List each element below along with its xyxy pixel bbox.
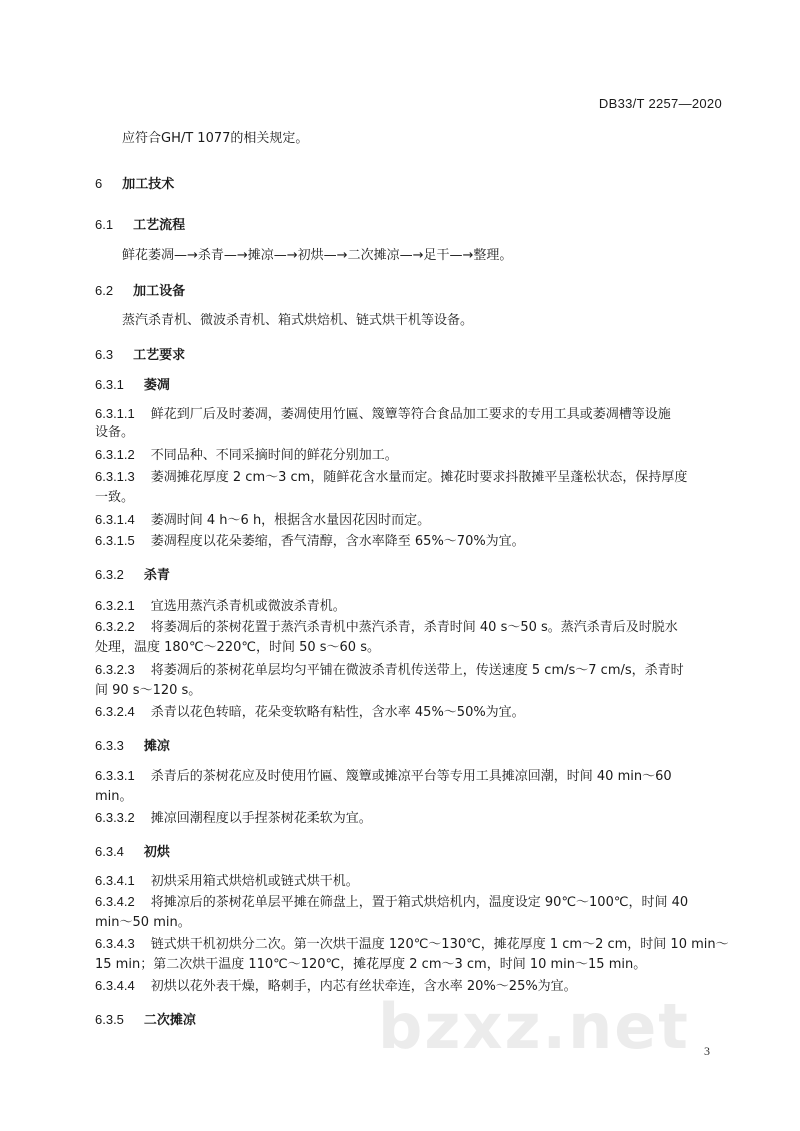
clause-number: 6.3.4.3: [95, 936, 135, 951]
clause-text: 初烘以花外表干燥，略刺手，内芯有丝状牵连，含水率 20%～25%为宜。: [150, 979, 577, 994]
section-6-3-5-heading: [95, 1008, 725, 1032]
section-title: 工艺要求: [133, 348, 186, 363]
clause-text: 鲜花到厂后及时萎凋，萎凋使用竹匾、篾簟等符合食品加工要求的专用工具或萎凋槽等设施: [150, 407, 671, 422]
section-number: 6.1: [95, 217, 114, 232]
section-number: 6.3.2: [95, 567, 124, 582]
section-title: 初烘: [143, 845, 170, 860]
clause-6-3-1-5: [95, 529, 725, 553]
page-number: 3: [704, 1044, 710, 1058]
clause-text: 萎凋时间 4 h～6 h，根据含水量因花因时而定。: [150, 513, 431, 528]
clause-number: 6.3.4.4: [95, 978, 135, 993]
clause-continuation: 一致。: [95, 490, 135, 505]
section-number: 6.3.1: [95, 377, 124, 392]
clause-number: 6.3.2.4: [95, 704, 135, 719]
section-title: 加工设备: [133, 284, 186, 299]
section-title: 萎凋: [143, 378, 170, 393]
clause-number: 6.3.1.5: [95, 533, 135, 548]
clause-number: 6.3.1.3: [95, 469, 135, 484]
section-6-3-3-heading: [95, 734, 725, 758]
section-number: 6: [95, 176, 103, 191]
section-6-3-1-heading: [95, 373, 725, 397]
equipment-text: 蒸汽杀青机、微波杀青机、箱式烘焙机、链式烘干机等设备。: [122, 313, 474, 328]
clause-continuation: 处理，温度 180℃～220℃，时间 50 s～60 s。: [95, 640, 380, 655]
section-6-3-4-heading: [95, 840, 725, 864]
clause-text: 宜选用蒸汽杀青机或微波杀青机。: [150, 599, 346, 614]
clause-continuation: 间 90 s～120 s。: [95, 683, 202, 698]
section-6-3-2-heading: [95, 563, 725, 587]
section-title: 摊凉: [143, 739, 170, 754]
clause-number: 6.3.2.2: [95, 619, 135, 634]
intro-text: 应符合GH/T 1077的相关规定。: [122, 131, 309, 146]
clause-text: 杀青以花色转暗，花朵变软略有粘性，含水率 45%～50%为宜。: [150, 705, 525, 720]
clause-text: 将萎凋后的茶树花置于蒸汽杀青机中蒸汽杀青，杀青时间 40 s～50 s。蒸汽杀青后及时脱水: [150, 620, 678, 635]
section-number: 6.2: [95, 283, 114, 298]
section-6-3-heading: [95, 343, 725, 367]
section-title: 加工技术: [122, 177, 175, 192]
clause-number: 6.3.4.2: [95, 894, 135, 909]
clause-text: 链式烘干机初烘分二次。第一次烘干温度 120℃～130℃，摊花厚度 1 cm～2 cm，时间 10 min～: [150, 937, 729, 952]
clause-number: 6.3.1.1: [95, 406, 135, 421]
clause-number: 6.3.1.4: [95, 512, 135, 527]
standard-code: DB33/T 2257—2020: [598, 96, 722, 111]
clause-number: 6.3.4.1: [95, 873, 135, 888]
clause-6-3-1-2: [95, 443, 725, 467]
clause-text: 将萎凋后的茶树花单层均匀平铺在微波杀青机传送带上，传送速度 5 cm/s～7 cm/s，杀青时: [150, 663, 684, 678]
clause-text: 初烘采用箱式烘焙机或链式烘干机。: [150, 874, 359, 889]
clause-text: 萎凋摊花厚度 2 cm～3 cm，随鲜花含水量而定。摊花时要求抖散摊平呈蓬松状态，保持厚度: [150, 470, 688, 485]
clause-number: 6.3.2.3: [95, 662, 135, 677]
clause-continuation: 设备。: [95, 425, 135, 440]
clause-number: 6.3.2.1: [95, 598, 135, 613]
process-flow-text: 鲜花萎凋—→杀青—→摊凉—→初烘—→二次摊凉—→足干—→整理。: [122, 248, 513, 263]
section-number: 6.3: [95, 347, 114, 362]
clause-number: 6.3.3.1: [95, 768, 135, 783]
clause-6-3-3-2: [95, 806, 725, 830]
clause-continuation: min～50 min。: [95, 915, 191, 930]
clause-text: 摊凉回潮程度以手捏茶树花柔软为宜。: [150, 811, 372, 826]
section-title: 二次摊凉: [143, 1013, 196, 1028]
clause-6-3-2-4: [95, 700, 725, 724]
clause-continuation: 15 min；第二次烘干温度 110℃～120℃，摊花厚度 2 cm～3 cm，时间 10 min～15 min。: [95, 957, 647, 972]
section-number: 6.3.3: [95, 738, 124, 753]
clause-number: 6.3.3.2: [95, 810, 135, 825]
clause-6-3-4-4: [95, 974, 725, 998]
clause-number: 6.3.1.2: [95, 447, 135, 462]
watermark: bzxz.net: [378, 990, 690, 1063]
section-title: 工艺流程: [133, 218, 186, 233]
section-number: 6.3.4: [95, 844, 124, 859]
section-6-heading: [95, 172, 725, 196]
section-6-1-heading: [95, 213, 725, 237]
section-number: 6.3.5: [95, 1012, 124, 1027]
clause-text: 不同品种、不同采摘时间的鲜花分别加工。: [150, 448, 398, 463]
clause-continuation: min。: [95, 789, 133, 804]
clause-text: 萎凋程度以花朵萎缩，香气清醇，含水率降至 65%～70%为宜。: [150, 534, 525, 549]
clause-text: 将摊凉后的茶树花单层平摊在筛盘上，置于箱式烘焙机内，温度设定 90℃～100℃，时间 40: [150, 895, 689, 910]
clause-text: 杀青后的茶树花应及时使用竹匾、篾簟或摊凉平台等专用工具摊凉回潮，时间 40 min～60: [150, 769, 672, 784]
section-title: 杀青: [143, 568, 170, 583]
section-6-2-heading: [95, 279, 725, 303]
